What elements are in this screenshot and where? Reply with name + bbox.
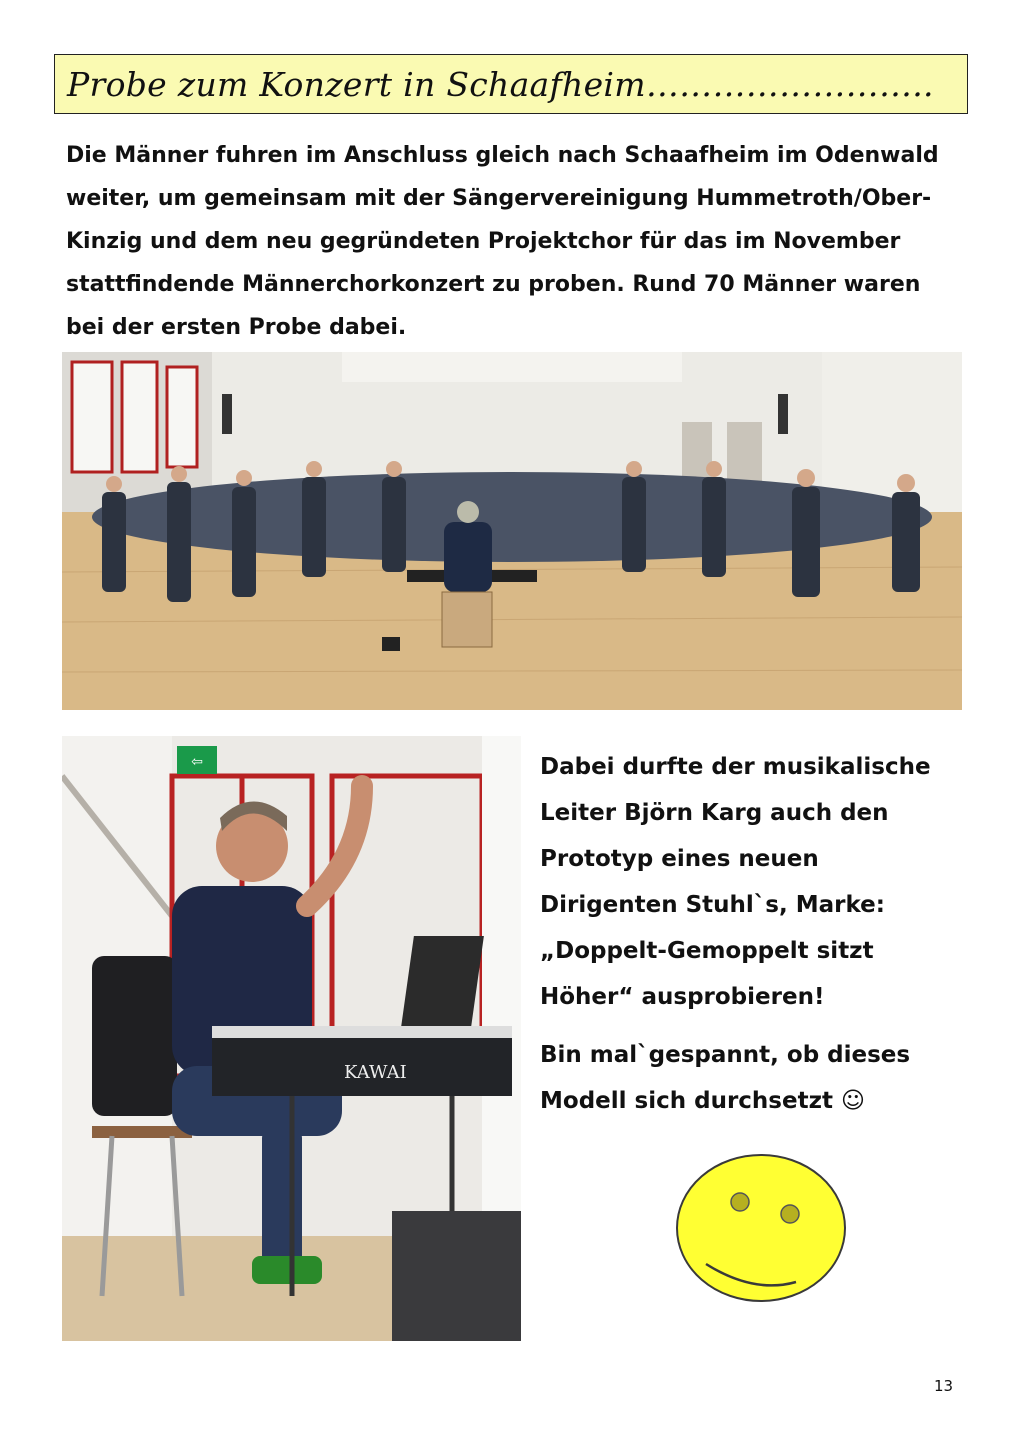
side-text xyxy=(540,744,960,1136)
smiley-face-icon xyxy=(674,1152,848,1304)
smile-emoji-icon: ☺ xyxy=(841,1088,865,1114)
conductor-photo xyxy=(62,736,521,1341)
side-paragraph-2-text: Bin mal`gespannt, ob dieses Modell sich durchsetzt xyxy=(540,1042,911,1114)
keyboard-brand: KAWAI xyxy=(344,1062,407,1083)
title-box xyxy=(54,54,968,114)
svg-text:⇦: ⇦ xyxy=(191,754,203,770)
page-number: 13 xyxy=(934,1377,954,1395)
intro-paragraph: Die Männer fuhren im Anschluss gleich nach Schaafheim im Odenwald weiter, um gemeinsam mit der Sängervereinigung Hummetroth/Ober-Kinzig und dem neu gegründeten Projektchor für das im November stattfindende Männerchorkonzert zu proben. Rund 70 Männer waren bei der ersten Probe dabei. xyxy=(66,143,939,340)
choir-rehearsal-photo xyxy=(62,352,962,710)
side-paragraph-2 xyxy=(540,1032,960,1124)
side-paragraph-1: Dabei durfte der musikalische Leiter Björn Karg auch den Prototyp eines neuen Dirigenten Stuhl`s, Marke: „Doppelt-Gemoppelt sitzt Höher“ ausprobieren! xyxy=(540,754,931,1010)
page-title: Probe zum Konzert in Schaafheim…………………….. xyxy=(67,64,934,104)
